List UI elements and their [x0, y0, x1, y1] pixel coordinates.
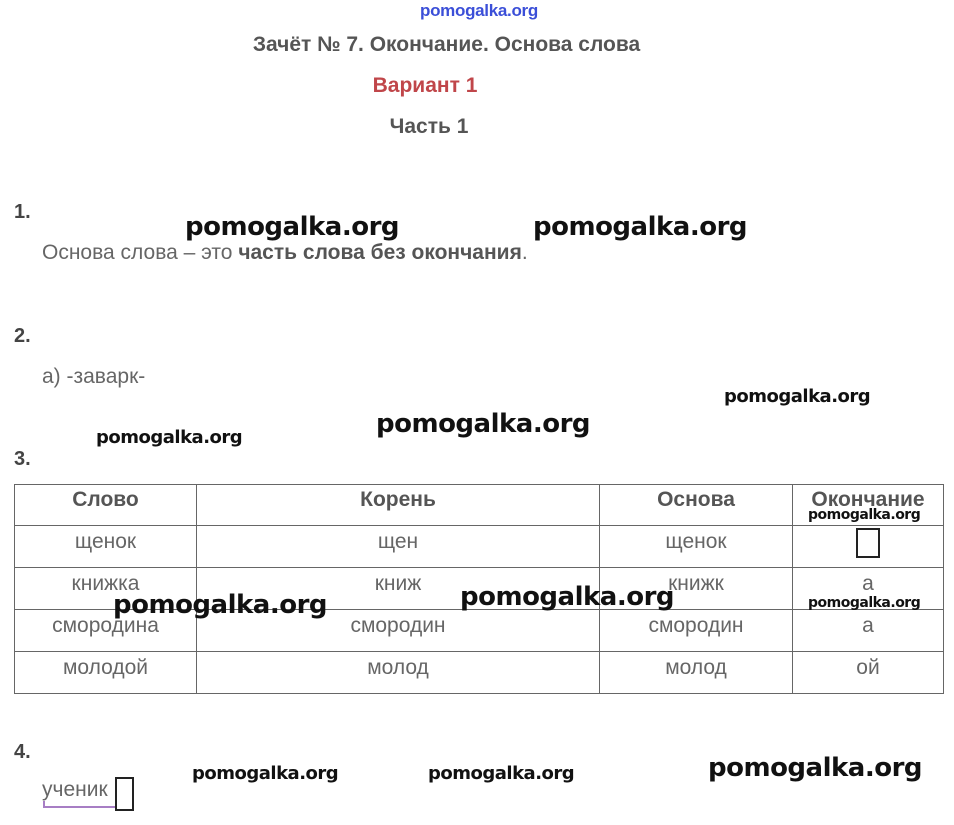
table-cell: книжк: [600, 568, 793, 610]
empty-ending-box: [856, 528, 880, 558]
table-header-cell: Корень: [197, 485, 600, 526]
question-2-answer: а) -заварк-: [42, 365, 146, 388]
watermark: pomogalka.org: [113, 590, 328, 620]
watermark: pomogalka.org: [428, 763, 575, 784]
table-cell: смородин: [197, 610, 600, 652]
empty-ending-box: [115, 777, 134, 811]
question-4-word: ученик: [42, 778, 108, 801]
watermark: pomogalka.org: [96, 427, 243, 448]
table-cell: молод: [197, 652, 600, 694]
watermark: pomogalka.org: [724, 386, 871, 407]
variant-heading: Вариант 1: [372, 74, 478, 97]
page-title: Зачёт № 7. Окончание. Основа слова: [252, 33, 641, 56]
watermark: pomogalka.org: [708, 753, 923, 783]
table-cell: молодой: [15, 652, 197, 694]
site-header-link[interactable]: pomogalka.org: [420, 1, 538, 20]
question-3-number: 3.: [14, 448, 31, 470]
table-cell: [793, 526, 944, 568]
table-cell: щен: [197, 526, 600, 568]
table-cell: книж: [197, 568, 600, 610]
table-row: [15, 526, 944, 568]
watermark: pomogalka.org: [808, 507, 921, 523]
table-cell: ой: [793, 652, 944, 694]
question-2-number: 2.: [14, 325, 31, 347]
answer-1-bold: часть слова без окончания: [238, 241, 522, 264]
answer-1-prefix: Основа слова – это: [42, 241, 239, 264]
watermark: pomogalka.org: [533, 212, 748, 242]
question-1-number: 1.: [14, 201, 31, 223]
watermark: pomogalka.org: [460, 582, 675, 612]
table-cell: а: [793, 568, 944, 610]
table-cell: щенок: [600, 526, 793, 568]
table-header-cell: Основа: [600, 485, 793, 526]
base-underline-mark: [43, 801, 117, 808]
watermark: pomogalka.org: [192, 763, 339, 784]
question-4-number: 4.: [14, 741, 31, 763]
table-cell: книжка: [15, 568, 197, 610]
table-cell: смородин: [600, 610, 793, 652]
table-cell: молод: [600, 652, 793, 694]
table-header-cell: Окончание: [793, 485, 944, 526]
watermark: pomogalka.org: [808, 595, 921, 611]
question-1-answer: [42, 241, 528, 265]
table-cell: щенок: [15, 526, 197, 568]
part-heading: Часть 1: [389, 115, 469, 138]
table-header-cell: Слово: [15, 485, 197, 526]
watermark: pomogalka.org: [376, 409, 591, 439]
table-cell: а: [793, 610, 944, 652]
table-row: [15, 652, 944, 694]
answer-1-suffix: .: [521, 241, 528, 264]
watermark: pomogalka.org: [185, 212, 400, 242]
table-header-row: [15, 485, 944, 526]
table-cell: смородина: [15, 610, 197, 652]
